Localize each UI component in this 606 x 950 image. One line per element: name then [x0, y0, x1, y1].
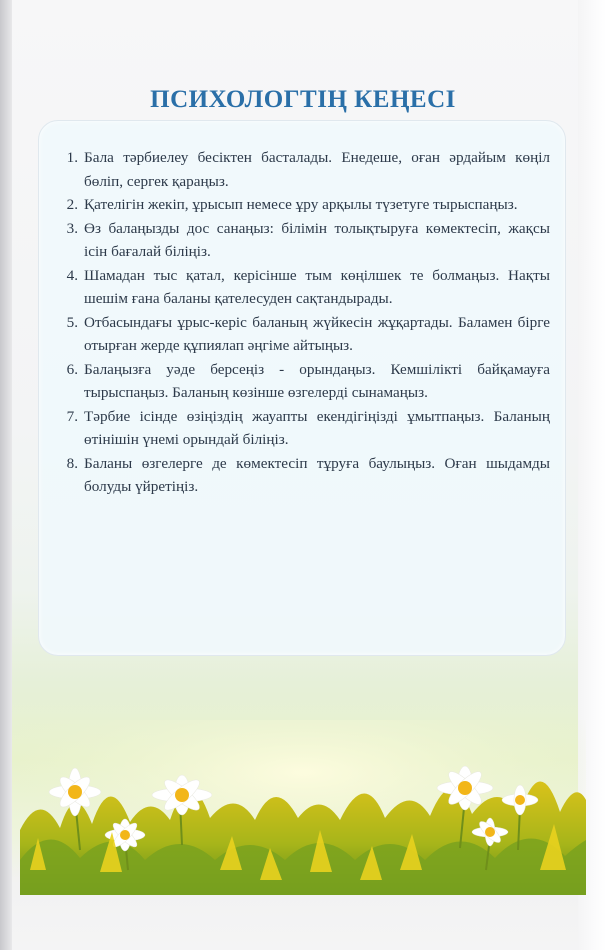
advice-text: Отбасындағы ұрыс-керіс баланың жүйкесін жұқартады. Баламен бірге отырған жерде құпиялап әңгіме айтыңыз. [84, 313, 550, 354]
daisy-meadow-illustration [20, 720, 586, 895]
advice-item-3 [50, 217, 550, 264]
advice-number: 3. [66, 219, 78, 237]
advice-number: 4. [66, 266, 78, 284]
advice-text: Шамадан тыс қатал, керісінше тым көңілшек те болмаңыз. Нақты шешім ғана баланы қателесуден сақтандырады. [84, 266, 550, 307]
advice-number: 5. [66, 313, 78, 331]
advice-number: 2. [66, 196, 78, 213]
advice-list [50, 146, 550, 499]
advice-number: 8. [66, 454, 78, 472]
page-title: ПСИХОЛОГТІҢ КЕҢЕСІ [150, 86, 456, 113]
advice-item-6 [50, 358, 550, 405]
page-edge-left [0, 0, 12, 950]
advice-text: Тәрбие ісінде өзіңіздің жауапты екендігіңізді ұмытпаңыз. Баланың өтінішін үнемі орындай біліңіз. [84, 407, 550, 448]
advice-number: 6. [66, 360, 78, 378]
advice-number: 1. [66, 149, 78, 166]
advice-item-5 [50, 311, 550, 358]
advice-item-8 [50, 452, 550, 499]
advice-text: Баланы өзгелерге де көмектесіп тұруға баулыңыз. Оған шыдамды болуды үйретіңіз. [84, 454, 550, 495]
advice-text: Балаңызға уәде берсеңіз - орындаңыз. Кемшілікті байқамауға тырыспаңыз. Баланың көзінше өзгелерді сынамаңыз. [84, 360, 550, 401]
advice-text: Бала тәрбиелеу бесіктен басталады. Енедеше, оған әрдайым көңіл бөліп, сергек қараңыз. [84, 149, 550, 190]
advice-item-2 [50, 193, 550, 217]
advice-text: Қателігін жекіп, ұрысып немесе ұру арқылы түзетуге тырыспаңыз. [84, 196, 518, 213]
advice-number: 7. [66, 407, 78, 425]
advice-text: Өз балаңызды дос санаңыз: білімін толықтыруға көмектесіп, жақсы ісін бағалай біліңіз. [84, 219, 550, 260]
advice-item-1 [50, 146, 550, 193]
advice-item-4 [50, 264, 550, 311]
advice-item-7 [50, 405, 550, 452]
